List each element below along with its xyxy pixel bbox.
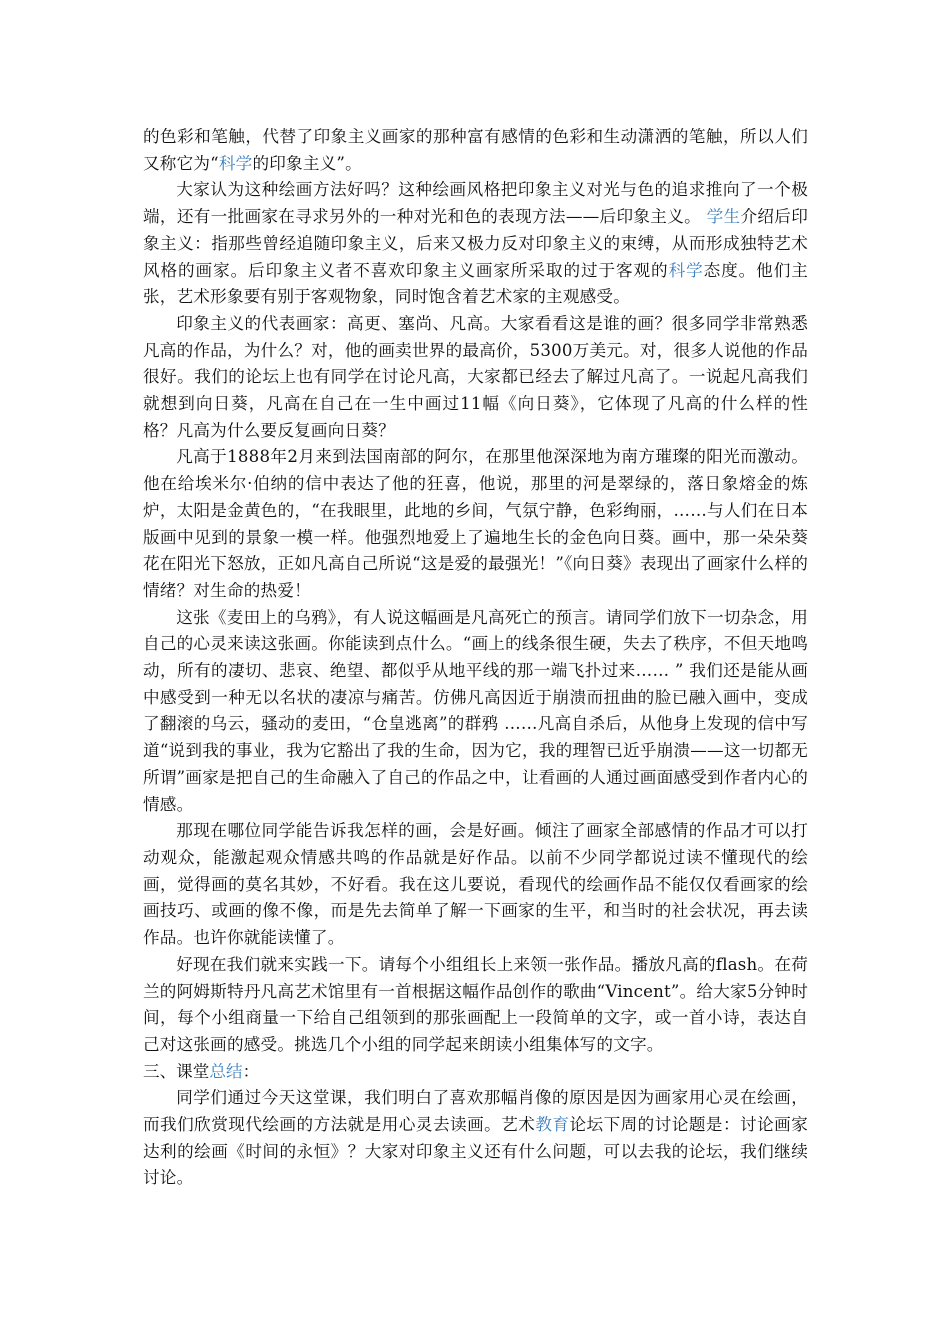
paragraph-2 <box>143 177 808 311</box>
text-run: 同学们通过今天这堂课，我们明白了喜欢那幅肖像的原因是因为画家用心灵在绘画，而我们欣赏现代绘画的方法就是用心灵去读画。艺术 <box>143 1088 808 1135</box>
text-run: 印象主义的代表画家：高更、塞尚、凡高。大家看看这是谁的画？很多同学非常熟悉凡高的作品，为什么？对，他的画卖世界的最高价，5300万美元。对，很多人说他的作品很好。我们的论坛上也有同学在讨论凡高，大家都已经去了解过凡高了。一说起凡高我们就想到向日葵，凡高在自己在一生中画过11幅《向日葵》，它体现了凡高的什么样的性格？凡高为什么要反复画向日葵？ <box>143 313 808 440</box>
highlight-link[interactable]: 总结 <box>209 1061 243 1081</box>
paragraph-4 <box>143 444 808 604</box>
section-heading <box>143 1059 808 1086</box>
highlight-link[interactable]: 科学 <box>668 260 704 280</box>
text-run: 这张《麦田上的乌鸦》，有人说这幅画是凡高死亡的预言。请同学们放下一切杂念，用自己的心灵来读这张画。你能读到点什么。“画上的线条很生硬，失去了秩序，不但天地鸣动，所有的凄切、悲哀、绝望、都似乎从地平线的那一端飞扑过来…… ” 我们还是能从画中感受到一种无以名状的凄凉与痛苦。仿佛凡高因近于崩溃而扭曲的脸已融入画中，变成了翻滚的乌云，骚动的麦田，“仓皇逃离”的群鸦 ……凡高自杀后，从他身上发现的信中写道“说到我的事业，我为它豁出了我的生命，因为它，我的理智已近乎崩溃——这一切都无所谓”画家是把自己的生命融入了自己的作品之中，让看画的人通过画面感受到作者内心的情感。 <box>143 607 808 814</box>
paragraph-7 <box>143 952 808 1059</box>
paragraph-5 <box>143 605 808 819</box>
text-run: 好现在我们就来实践一下。请每个小组组长上来领一张作品。播放凡高的flash。在荷兰的阿姆斯特丹凡高艺术馆里有一首根据这幅作品创作的歌曲“Vincent”。给大家5分钟时间，每个小组商量一下给自己组领到的那张画配上一段简单的文字，或一首小诗，表达自己对这张画的感受。挑选几个小组的同学起来朗读小组集体写的文字。 <box>143 954 808 1054</box>
highlight-link[interactable]: 教育 <box>535 1115 570 1135</box>
text-run: 的色彩和笔触，代替了印象主义画家的那种富有感情的色彩和生动潇洒的笔触，所以人们又称它为“ <box>143 127 808 173</box>
paragraph-1 <box>143 124 808 177</box>
text-run: 那现在哪位同学能告诉我怎样的画，会是好画。倾注了画家全部感情的作品才可以打动观众，能激起观众情感共鸣的作品就是好作品。以前不少同学都说过读不懂现代的绘画，觉得画的莫名其妙，不好看。我在这儿要说，看现代的绘画作品不能仅仅看画家的绘画技巧、或画的像不像，而是先去简单了解一下画家的生平，和当时的社会状况，再去读作品。也许你就能读懂了。 <box>143 821 808 948</box>
text-run: 论坛下周的讨论题是：讨论画家达利的绘画《时间的永恒》？大家对印象主义还有什么问题，可以去我的论坛，我们继续讨论。 <box>143 1115 808 1188</box>
text-run: 的印象主义”。 <box>252 153 362 173</box>
text-run: 大家认为这种绘画方法好吗？这种绘画风格把印象主义对光与色的追求推向了一个极端，还有一批画家在寻求另外的一种对光和色的表现方法——后印象主义。 <box>143 180 808 227</box>
text-run: 凡高于1888年2月来到法国南部的阿尔，在那里他深深地为南方璀璨的阳光而激动。他在给埃米尔·伯纳的信中表达了他的狂喜，他说，那里的河是翠绿的，落日象熔金的炼炉，太阳是金黄色的，“在我眼里，此地的乡间，气氛宁静，色彩绚丽，……与人们在日本版画中见到的景象一模一样。他强烈地爱上了遍地生长的金色向日葵。画中，那一朵朵葵花在阳光下怒放，正如凡高自己所说“这是爱的最强光！”《向日葵》表现出了画家什么样的情绪？对生命的热爱！ <box>143 447 808 600</box>
paragraph-9 <box>143 1085 808 1192</box>
document-body <box>143 124 808 1192</box>
paragraph-6 <box>143 818 808 952</box>
text-run: 三、课堂 <box>143 1061 210 1081</box>
highlight-link[interactable]: 科学 <box>218 153 253 173</box>
paragraph-3 <box>143 311 808 445</box>
text-run: ： <box>242 1061 260 1081</box>
text-run: 态度。他们主张，艺术形象要有别于客观物象，同时饱含着艺术家的主观感受。 <box>143 260 809 307</box>
text-run: 介绍后印象主义：指那些曾经追随印象主义，后来又极力反对印象主义的束缚，从而形成独特艺术风格的画家。后印象主义者不喜欢印象主义画家所采取的过于客观的 <box>143 207 808 280</box>
highlight-link[interactable]: 学生 <box>706 207 741 227</box>
